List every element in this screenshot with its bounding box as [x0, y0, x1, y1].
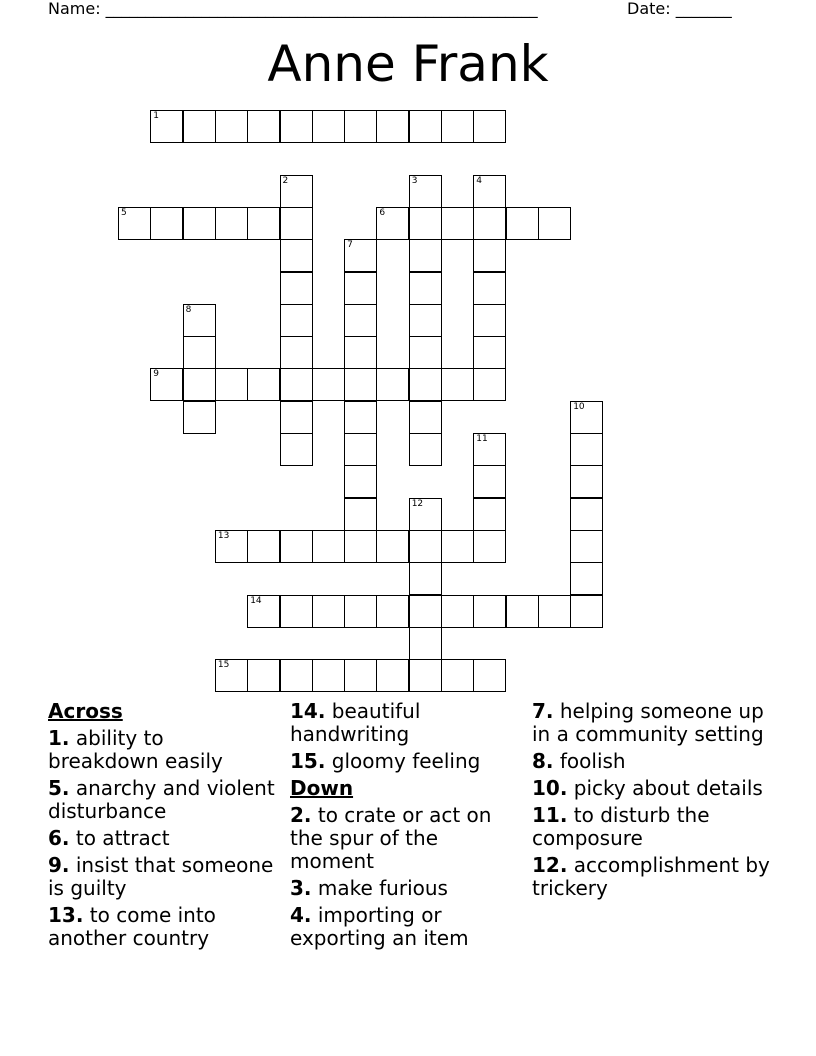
grid-cell[interactable]: [409, 272, 442, 305]
clue-text: gloomy feeling: [331, 749, 481, 773]
clue-number: 11.: [532, 803, 568, 827]
clue-number: 7.: [532, 699, 554, 723]
grid-cell[interactable]: [150, 207, 183, 240]
grid-cell[interactable]: [376, 368, 409, 401]
grid-cell[interactable]: [473, 433, 506, 466]
grid-cell[interactable]: [570, 401, 603, 434]
grid-cell[interactable]: [376, 530, 409, 563]
clue-text: picky about details: [573, 776, 763, 800]
grid-cell[interactable]: [183, 368, 216, 401]
grid-cell[interactable]: [215, 530, 248, 563]
clue-down-7: [532, 700, 772, 746]
grid-cell[interactable]: [280, 595, 313, 628]
grid-cell[interactable]: [344, 659, 377, 692]
grid-cell[interactable]: [409, 659, 442, 692]
clue-text: to crate or act on the spur of the moment: [290, 803, 492, 873]
clue-number: 15.: [290, 749, 326, 773]
grid-cell[interactable]: [570, 562, 603, 595]
clue-text: importing or exporting an item: [290, 903, 469, 950]
clue-across-1: [48, 727, 278, 773]
cell-number: 1: [153, 111, 160, 121]
grid-cell[interactable]: [409, 401, 442, 434]
grid-cell[interactable]: [183, 110, 216, 143]
grid-cell[interactable]: [280, 239, 313, 272]
cell-number: 13: [217, 530, 230, 541]
grid-cell[interactable]: [473, 304, 506, 337]
clue-text: anarchy and violent disturbance: [48, 776, 275, 823]
clue-number: 5.: [48, 776, 70, 800]
cell-number: 8: [185, 304, 192, 315]
grid-cell[interactable]: [376, 595, 409, 628]
grid-cell[interactable]: [215, 659, 248, 692]
grid-cell[interactable]: [409, 368, 442, 401]
grid-cell[interactable]: [473, 207, 506, 240]
grid-cell[interactable]: [280, 433, 313, 466]
clue-down-4: [290, 904, 520, 950]
clue-number: 13.: [48, 903, 84, 927]
grid-cell[interactable]: [344, 401, 377, 434]
clue-across-13: [48, 904, 278, 950]
grid-cell[interactable]: [441, 110, 474, 143]
clue-across-15: [290, 750, 520, 773]
grid-cell[interactable]: [280, 304, 313, 337]
cell-number: 3: [411, 175, 418, 186]
grid-cell[interactable]: [473, 465, 506, 498]
clue-down-11: [532, 804, 772, 850]
clue-text: to disturb the composure: [532, 803, 710, 850]
grid-cell[interactable]: [183, 401, 216, 434]
clue-text: insist that someone is guilty: [48, 853, 274, 900]
grid-cell[interactable]: [280, 175, 313, 208]
cell-number: 9: [153, 369, 160, 380]
grid-cell[interactable]: [409, 562, 442, 595]
grid-cell[interactable]: [183, 304, 216, 337]
date-line: Date: _______: [627, 0, 732, 18]
cell-number: 5: [121, 207, 127, 218]
grid-cell[interactable]: [344, 272, 377, 305]
grid-cell[interactable]: [376, 207, 409, 240]
clue-number: 6.: [48, 826, 70, 850]
grid-cell[interactable]: [409, 207, 442, 240]
clues-column-3: [532, 700, 772, 904]
grid-cell[interactable]: [344, 304, 377, 337]
grid-cell[interactable]: [280, 207, 313, 240]
grid-cell[interactable]: [247, 110, 280, 143]
clue-across-5: [48, 777, 278, 823]
grid-cell[interactable]: [247, 595, 280, 628]
grid-cell[interactable]: [344, 239, 377, 272]
grid-cell[interactable]: [344, 336, 377, 369]
page-title: Anne Frank: [267, 35, 549, 93]
grid-cell[interactable]: [473, 239, 506, 272]
grid-cell[interactable]: [570, 498, 603, 531]
cell-number: 7: [347, 240, 353, 251]
grid-cell[interactable]: [473, 659, 506, 692]
grid-cell[interactable]: [441, 368, 474, 401]
grid-cell[interactable]: [473, 595, 506, 628]
clue-down-12: [532, 854, 772, 900]
grid-cell[interactable]: [441, 659, 474, 692]
grid-cell[interactable]: [506, 207, 539, 240]
grid-cell[interactable]: [409, 304, 442, 337]
grid-cell[interactable]: [312, 110, 345, 143]
grid-cell[interactable]: [473, 272, 506, 305]
grid-cell[interactable]: [538, 207, 571, 240]
grid-cell[interactable]: [280, 336, 313, 369]
grid-cell[interactable]: [441, 595, 474, 628]
name-line: Name: ______________________________________________________: [48, 0, 538, 18]
grid-cell[interactable]: [247, 368, 280, 401]
grid-cell[interactable]: [344, 433, 377, 466]
grid-cell[interactable]: [570, 530, 603, 563]
clue-down-2: [290, 804, 520, 873]
grid-cell[interactable]: [150, 368, 183, 401]
grid-cell[interactable]: [280, 272, 313, 305]
grid-cell[interactable]: [280, 659, 313, 692]
clue-down-3: [290, 877, 520, 900]
clue-down-8: [532, 750, 772, 773]
clue-text: to attract: [75, 826, 170, 850]
clue-number: 10.: [532, 776, 568, 800]
down-heading: Down: [290, 776, 354, 800]
grid-cell[interactable]: [280, 110, 313, 143]
grid-cell[interactable]: [118, 207, 151, 240]
grid-cell[interactable]: [312, 368, 345, 401]
grid-cell[interactable]: [473, 368, 506, 401]
grid-cell[interactable]: [409, 627, 442, 660]
grid-cell[interactable]: [409, 175, 442, 208]
grid-cell[interactable]: [409, 433, 442, 466]
grid-cell[interactable]: [570, 465, 603, 498]
grid-cell[interactable]: [376, 110, 409, 143]
grid-cell[interactable]: [376, 659, 409, 692]
grid-cell[interactable]: [441, 530, 474, 563]
clue-down-10: [532, 777, 772, 800]
grid-cell[interactable]: [473, 498, 506, 531]
clue-number: 1.: [48, 726, 70, 750]
grid-cell[interactable]: [344, 110, 377, 143]
clue-text: to come into another country: [48, 903, 216, 950]
grid-cell[interactable]: [441, 207, 474, 240]
grid-cell[interactable]: [409, 595, 442, 628]
clues-column-1: [48, 700, 278, 954]
clue-text: accomplishment by trickery: [532, 853, 770, 900]
grid-cell[interactable]: [409, 498, 442, 531]
clue-across-14: [290, 700, 520, 746]
clue-across-6: [48, 827, 278, 850]
grid-cell[interactable]: [280, 530, 313, 563]
cell-number: 11: [476, 434, 488, 444]
grid-cell[interactable]: [312, 659, 345, 692]
grid-cell[interactable]: [215, 110, 248, 143]
grid-cell[interactable]: [409, 530, 442, 563]
grid-cell[interactable]: [150, 110, 183, 143]
across-heading: Across: [48, 699, 123, 723]
clue-number: 4.: [290, 903, 312, 927]
clue-number: 12.: [532, 853, 568, 877]
grid-cell[interactable]: [183, 336, 216, 369]
clue-text: ability to breakdown easily: [48, 726, 223, 773]
clue-text: helping someone up in a community setting: [532, 699, 764, 746]
clue-number: 14.: [290, 699, 326, 723]
grid-cell[interactable]: [247, 207, 280, 240]
grid-cell[interactable]: [344, 595, 377, 628]
grid-cell[interactable]: [409, 239, 442, 272]
grid-cell[interactable]: [538, 595, 571, 628]
grid-cell[interactable]: [312, 595, 345, 628]
cell-number: 12: [411, 498, 424, 509]
grid-cell[interactable]: [570, 595, 603, 628]
grid-cell[interactable]: [280, 401, 313, 434]
grid-cell[interactable]: [344, 465, 377, 498]
grid-cell[interactable]: [409, 336, 442, 369]
grid-cell[interactable]: [506, 595, 539, 628]
clue-text: make furious: [317, 876, 448, 900]
cell-number: 14: [250, 595, 262, 606]
cell-number: 10: [573, 401, 585, 412]
grid-cell[interactable]: [215, 207, 248, 240]
grid-cell[interactable]: [247, 530, 280, 563]
grid-cell[interactable]: [312, 530, 345, 563]
grid-cell[interactable]: [473, 175, 506, 208]
grid-cell[interactable]: [473, 336, 506, 369]
cell-number: 4: [476, 175, 483, 186]
clue-number: 2.: [290, 803, 312, 827]
cell-number: 15: [217, 660, 230, 671]
clue-number: 9.: [48, 853, 70, 877]
grid-cell[interactable]: [344, 530, 377, 563]
grid-cell[interactable]: [344, 368, 377, 401]
grid-cell[interactable]: [280, 368, 313, 401]
grid-cell[interactable]: [409, 110, 442, 143]
clue-text: beautiful handwriting: [290, 699, 421, 746]
cell-number: 2: [282, 175, 289, 186]
grid-cell[interactable]: [473, 110, 506, 143]
clues-column-2: [290, 700, 520, 954]
clue-number: 8.: [532, 749, 554, 773]
clue-across-9: [48, 854, 278, 900]
clue-text: foolish: [559, 749, 626, 773]
cell-number: 6: [379, 207, 386, 218]
grid-cell[interactable]: [215, 368, 248, 401]
clue-number: 3.: [290, 876, 312, 900]
grid-cell[interactable]: [344, 498, 377, 531]
grid-cell[interactable]: [247, 659, 280, 692]
grid-cell[interactable]: [183, 207, 216, 240]
grid-cell[interactable]: [570, 433, 603, 466]
grid-cell[interactable]: [473, 530, 506, 563]
